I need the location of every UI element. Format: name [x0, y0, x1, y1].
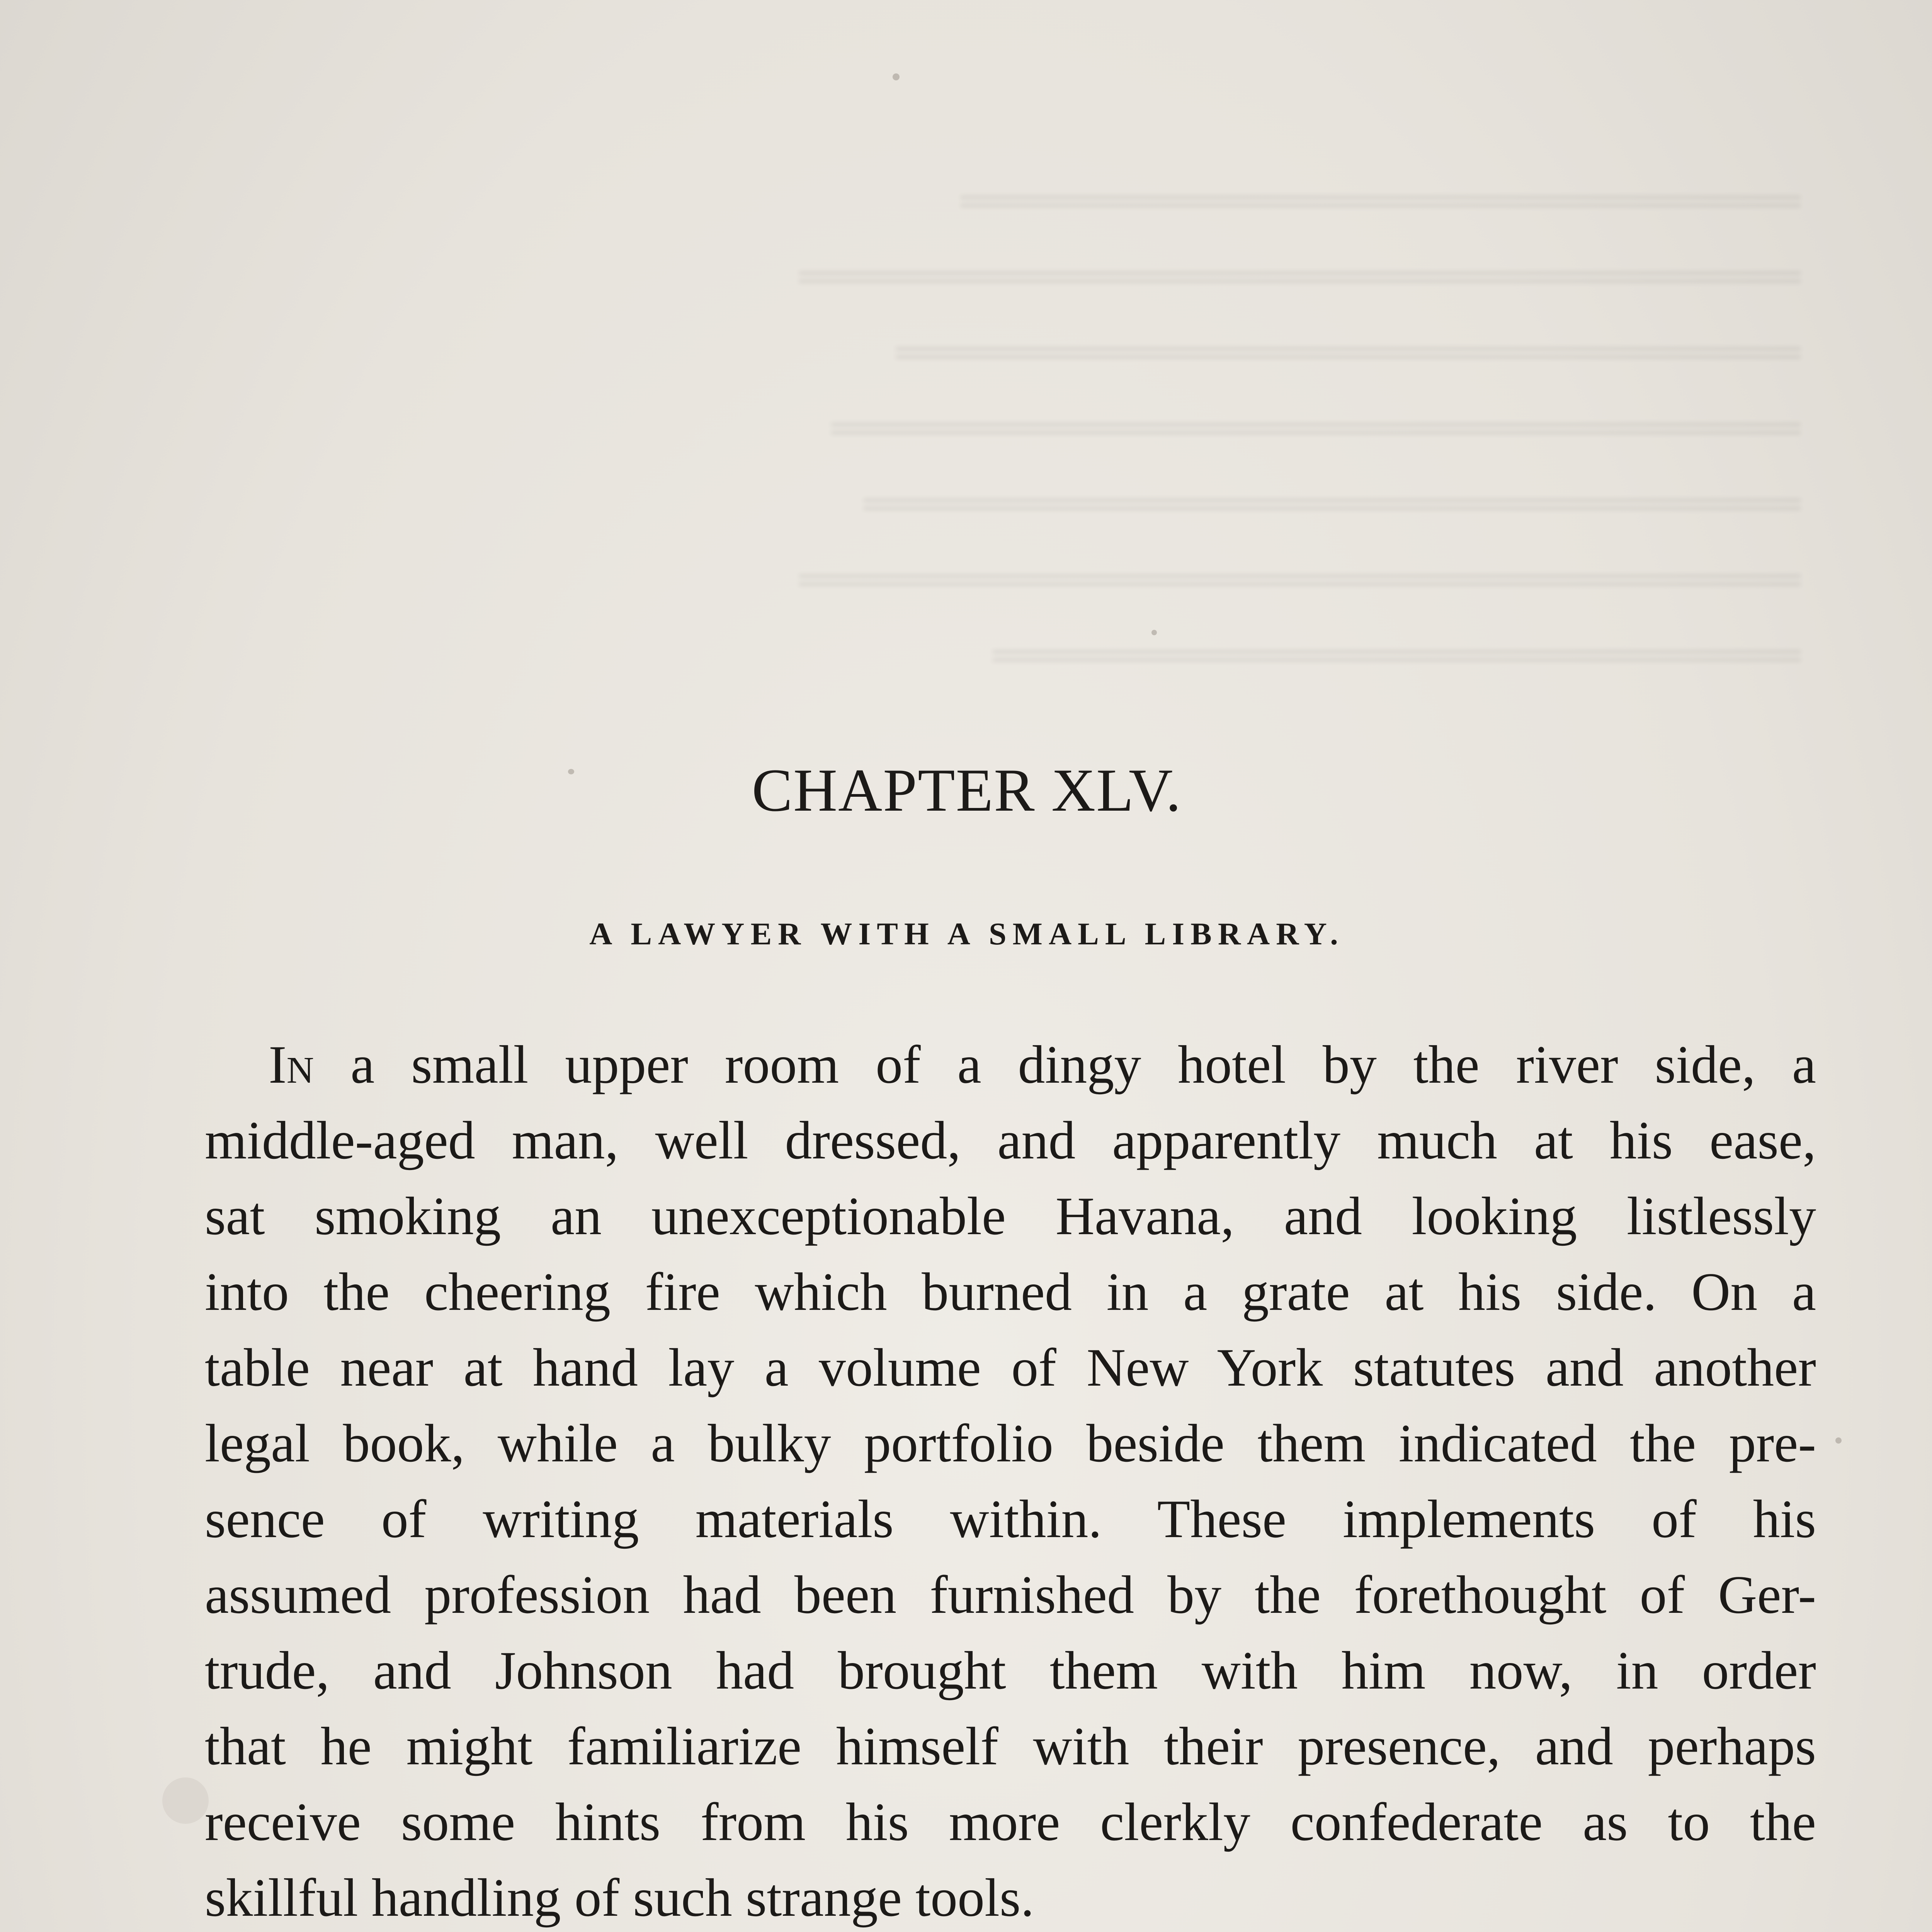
show-through-text: ══════════════════════════ ═══════════════════════════════ ════════════════════════════ ══════════════════════════════ ═════════════════════════════ ═══════════════════════════════ ═════════════════════════	[799, 175, 1801, 680]
paper-speck	[1835, 1437, 1842, 1444]
drop-word: In	[269, 1035, 314, 1095]
paper-speck	[568, 769, 574, 774]
text-line: table near at hand lay a volume of New York statutes and another	[205, 1338, 1816, 1398]
paper-speck	[1151, 630, 1157, 635]
chapter-subtitle: A LAWYER WITH A SMALL LIBRARY.	[589, 916, 1344, 951]
chapter-title: CHAPTER XLV.	[752, 757, 1182, 824]
body-text	[205, 1027, 1816, 1932]
text-line: middle-aged man, well dressed, and apparently much at his ease,	[205, 1111, 1816, 1170]
paper-speck	[162, 1777, 209, 1824]
text-line: legal book, while a bulky portfolio beside them indicated the pre-	[205, 1413, 1816, 1473]
text-line: skillful handling of such strange tools.	[205, 1868, 1034, 1928]
text-line: into the cheering fire which burned in a grate at his side. On a	[205, 1262, 1816, 1322]
text-line: trude, and Johnson had brought them with him now, in order	[205, 1641, 1816, 1701]
text-line: In a small upper room of a dingy hotel by the river side, a	[269, 1035, 1816, 1095]
text-line: that he might familiarize himself with their presence, and perhaps	[205, 1716, 1816, 1776]
text-line: assumed profession had been furnished by the forethought of Ger-	[205, 1565, 1816, 1625]
paper-speck	[893, 73, 900, 80]
text-line: sat smoking an unexceptionable Havana, and looking listlessly	[205, 1186, 1816, 1246]
text-line: receive some hints from his more clerkly confederate as to the	[205, 1792, 1816, 1852]
text-line: sence of writing materials within. These implements of his	[205, 1489, 1816, 1549]
